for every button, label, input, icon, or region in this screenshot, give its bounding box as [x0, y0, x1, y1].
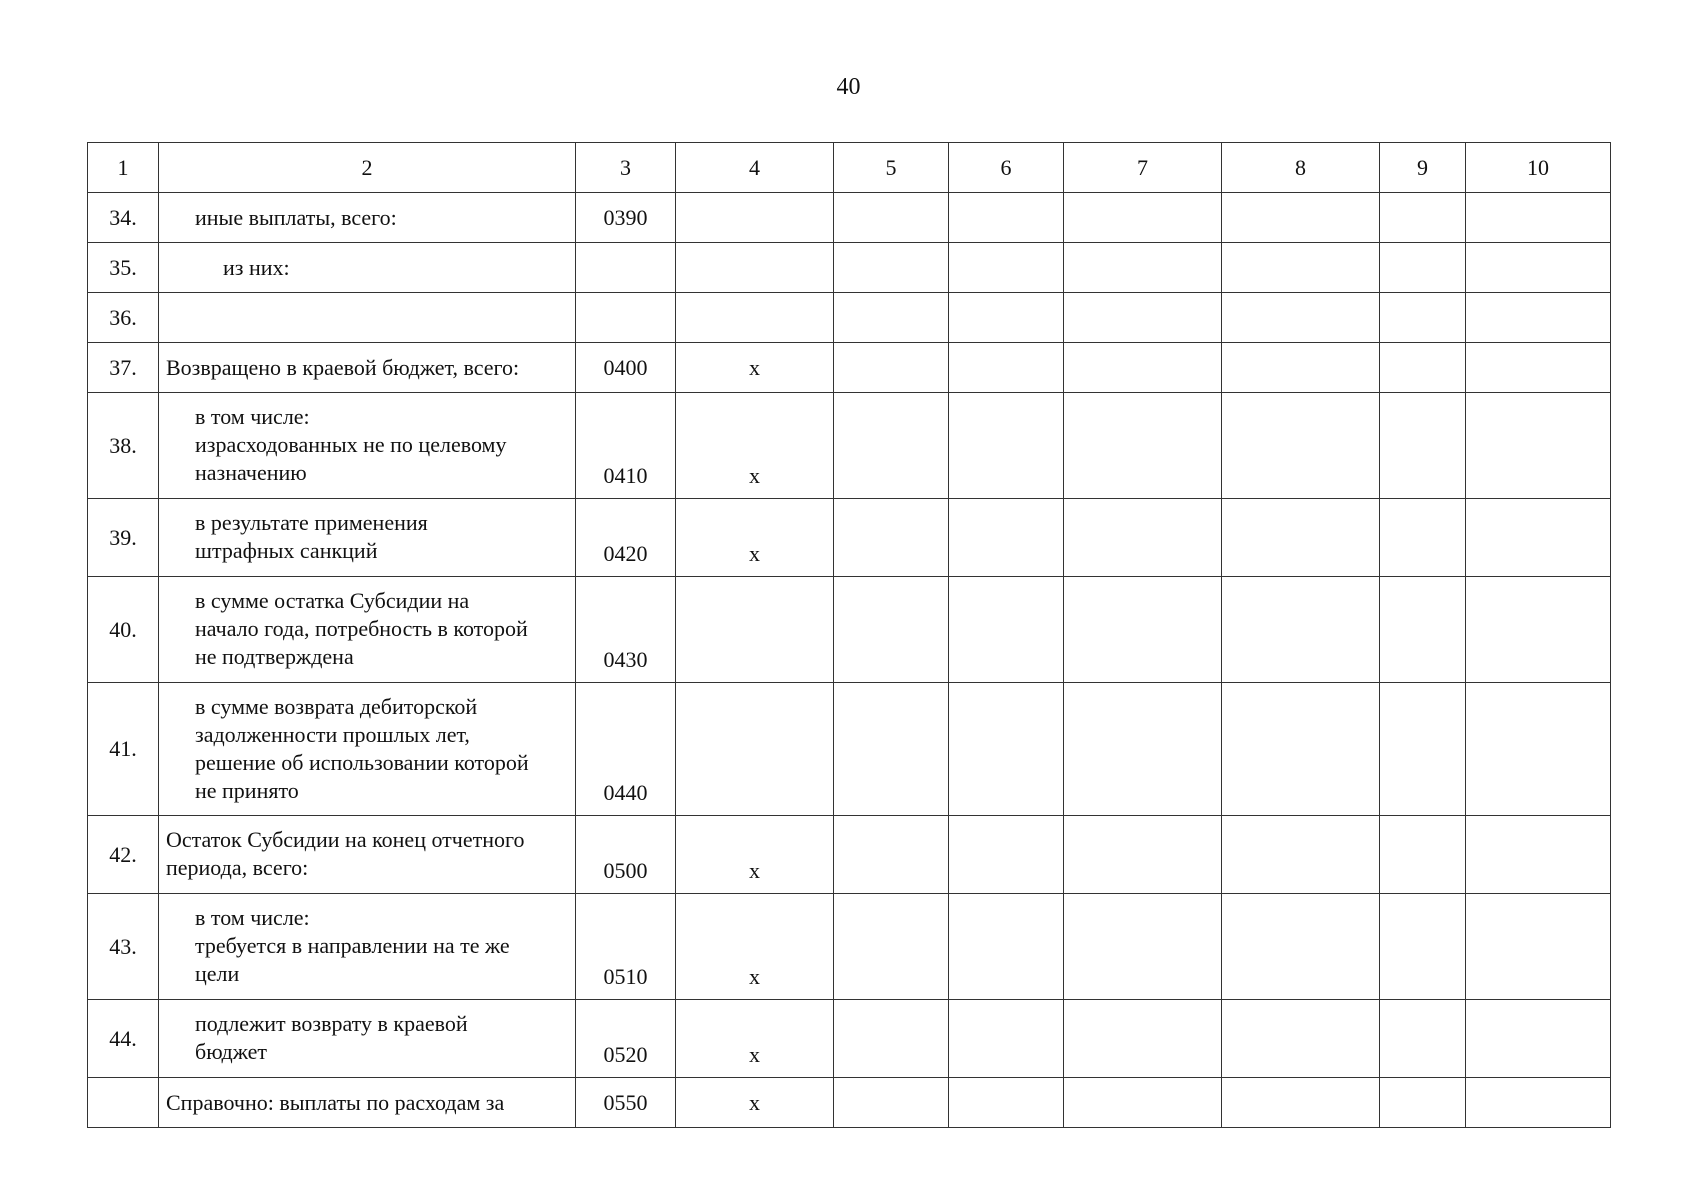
- empty-cell: [1466, 816, 1611, 894]
- empty-cell: [1064, 1078, 1222, 1128]
- row-code: 0410: [576, 393, 676, 499]
- row-col4: [676, 293, 834, 343]
- row-number: 42.: [88, 816, 159, 894]
- empty-cell: [834, 1000, 949, 1078]
- empty-cell: [1222, 393, 1380, 499]
- empty-cell: [1380, 193, 1466, 243]
- indicator-text: требуется в направлении на те же: [195, 933, 510, 958]
- row-code: 0500: [576, 816, 676, 894]
- row-indicator: [159, 816, 576, 894]
- row-code: [576, 243, 676, 293]
- row-indicator: [159, 393, 576, 499]
- empty-cell: [1222, 1078, 1380, 1128]
- table-row: [88, 193, 1611, 243]
- empty-cell: [1380, 393, 1466, 499]
- row-indicator: [159, 683, 576, 816]
- empty-cell: [1380, 293, 1466, 343]
- indicator-text: Остаток Субсидии на конец отчетного: [166, 827, 525, 852]
- empty-cell: [949, 243, 1064, 293]
- empty-cell: [834, 393, 949, 499]
- row-number: 39.: [88, 499, 159, 577]
- row-col4: [676, 243, 834, 293]
- indicator-text: в сумме возврата дебиторской: [195, 694, 478, 719]
- empty-cell: [834, 894, 949, 1000]
- column-header: 9: [1380, 143, 1466, 193]
- column-header: 1: [88, 143, 159, 193]
- table-row: [88, 243, 1611, 293]
- report-table: [87, 142, 1611, 1128]
- empty-cell: [834, 499, 949, 577]
- table-row: [88, 816, 1611, 894]
- row-indicator: [159, 243, 576, 293]
- row-number: 44.: [88, 1000, 159, 1078]
- indicator-text: бюджет: [195, 1039, 267, 1064]
- empty-cell: [1222, 193, 1380, 243]
- empty-cell: [1380, 1000, 1466, 1078]
- empty-cell: [1222, 894, 1380, 1000]
- empty-cell: [834, 243, 949, 293]
- indicator-text: решение об использовании которой: [195, 750, 529, 775]
- table-row: [88, 683, 1611, 816]
- empty-cell: [1064, 683, 1222, 816]
- empty-cell: [834, 577, 949, 683]
- table-row: [88, 499, 1611, 577]
- empty-cell: [1064, 293, 1222, 343]
- column-number-row: [88, 143, 1611, 193]
- empty-cell: [834, 816, 949, 894]
- row-code: 0400: [576, 343, 676, 393]
- empty-cell: [1064, 577, 1222, 683]
- row-col4: x: [676, 393, 834, 499]
- empty-cell: [1222, 683, 1380, 816]
- empty-cell: [1064, 343, 1222, 393]
- row-number: 34.: [88, 193, 159, 243]
- column-header: 10: [1466, 143, 1611, 193]
- row-col4: [676, 193, 834, 243]
- row-col4: [676, 683, 834, 816]
- indicator-text: цели: [195, 961, 240, 986]
- empty-cell: [834, 193, 949, 243]
- row-code: 0440: [576, 683, 676, 816]
- row-col4: x: [676, 1000, 834, 1078]
- row-code: [576, 293, 676, 343]
- empty-cell: [1466, 193, 1611, 243]
- empty-cell: [1466, 293, 1611, 343]
- empty-cell: [949, 499, 1064, 577]
- table-row: [88, 343, 1611, 393]
- empty-cell: [1380, 894, 1466, 1000]
- empty-cell: [834, 343, 949, 393]
- row-indicator: [159, 894, 576, 1000]
- empty-cell: [949, 343, 1064, 393]
- indicator-text: Возвращено в краевой бюджет, всего:: [166, 354, 520, 380]
- empty-cell: [1222, 1000, 1380, 1078]
- empty-cell: [1466, 577, 1611, 683]
- empty-cell: [1466, 343, 1611, 393]
- indicator-text: не принято: [195, 778, 299, 803]
- table-row: [88, 1078, 1611, 1128]
- row-code: 0520: [576, 1000, 676, 1078]
- row-indicator: [159, 1000, 576, 1078]
- row-number: 37.: [88, 343, 159, 393]
- empty-cell: [1380, 499, 1466, 577]
- indicator-text: Справочно: выплаты по расходам за: [166, 1089, 505, 1115]
- empty-cell: [1222, 243, 1380, 293]
- empty-cell: [1380, 1078, 1466, 1128]
- row-col4: x: [676, 816, 834, 894]
- empty-cell: [1064, 243, 1222, 293]
- indicator-text: иные выплаты, всего:: [195, 204, 397, 230]
- empty-cell: [1380, 683, 1466, 816]
- row-code: 0510: [576, 894, 676, 1000]
- empty-cell: [1466, 1000, 1611, 1078]
- indicator-text: периода, всего:: [166, 855, 309, 880]
- empty-cell: [1380, 816, 1466, 894]
- row-indicator: [159, 293, 576, 343]
- row-number: 35.: [88, 243, 159, 293]
- empty-cell: [949, 393, 1064, 499]
- indicator-text: в сумме остатка Субсидии на: [195, 588, 470, 613]
- indicator-text: назначению: [195, 460, 307, 485]
- empty-cell: [949, 1078, 1064, 1128]
- row-code: 0430: [576, 577, 676, 683]
- empty-cell: [1064, 499, 1222, 577]
- row-number: 36.: [88, 293, 159, 343]
- empty-cell: [1222, 577, 1380, 683]
- empty-cell: [1064, 393, 1222, 499]
- empty-cell: [1222, 343, 1380, 393]
- row-col4: x: [676, 499, 834, 577]
- empty-cell: [1064, 1000, 1222, 1078]
- empty-cell: [1380, 243, 1466, 293]
- row-code: 0550: [576, 1078, 676, 1128]
- table-row: [88, 577, 1611, 683]
- empty-cell: [1466, 243, 1611, 293]
- indicator-text: в том числе:: [195, 404, 310, 429]
- empty-cell: [1466, 499, 1611, 577]
- indicator-text: начало года, потребность в которой: [195, 616, 528, 641]
- column-header: 4: [676, 143, 834, 193]
- table-row: [88, 894, 1611, 1000]
- indicator-text: в том числе:: [195, 905, 310, 930]
- row-indicator: [159, 1078, 576, 1128]
- page-number: 40: [836, 74, 861, 100]
- empty-cell: [949, 193, 1064, 243]
- row-indicator: [159, 343, 576, 393]
- row-col4: x: [676, 1078, 834, 1128]
- indicator-text: в результате применения: [195, 510, 428, 535]
- column-header: 2: [159, 143, 576, 193]
- empty-cell: [834, 1078, 949, 1128]
- row-number: 43.: [88, 894, 159, 1000]
- empty-cell: [1380, 577, 1466, 683]
- row-number: 38.: [88, 393, 159, 499]
- row-code: 0390: [576, 193, 676, 243]
- empty-cell: [949, 1000, 1064, 1078]
- empty-cell: [1466, 894, 1611, 1000]
- empty-cell: [1064, 816, 1222, 894]
- indicator-text: штрафных санкций: [195, 538, 378, 563]
- row-indicator: [159, 193, 576, 243]
- row-indicator: [159, 499, 576, 577]
- row-number: 40.: [88, 577, 159, 683]
- row-col4: x: [676, 343, 834, 393]
- table-row: [88, 1000, 1611, 1078]
- row-col4: [676, 577, 834, 683]
- row-number: 41.: [88, 683, 159, 816]
- empty-cell: [949, 683, 1064, 816]
- indicator-text: задолженности прошлых лет,: [195, 722, 470, 747]
- indicator-text: из них:: [223, 254, 290, 280]
- empty-cell: [1222, 816, 1380, 894]
- row-number: [88, 1078, 159, 1128]
- empty-cell: [949, 816, 1064, 894]
- column-header: 7: [1064, 143, 1222, 193]
- empty-cell: [949, 577, 1064, 683]
- empty-cell: [1466, 393, 1611, 499]
- empty-cell: [834, 293, 949, 343]
- empty-cell: [1222, 293, 1380, 343]
- empty-cell: [1466, 683, 1611, 816]
- column-header: 5: [834, 143, 949, 193]
- empty-cell: [1380, 343, 1466, 393]
- empty-cell: [949, 894, 1064, 1000]
- indicator-text: не подтверждена: [195, 644, 354, 669]
- indicator-text: израсходованных не по целевому: [195, 432, 507, 457]
- row-code: 0420: [576, 499, 676, 577]
- column-header: 8: [1222, 143, 1380, 193]
- empty-cell: [1222, 499, 1380, 577]
- empty-cell: [1064, 193, 1222, 243]
- empty-cell: [1064, 894, 1222, 1000]
- row-indicator: [159, 577, 576, 683]
- row-col4: x: [676, 894, 834, 1000]
- column-header: 6: [949, 143, 1064, 193]
- empty-cell: [834, 683, 949, 816]
- indicator-text: подлежит возврату в краевой: [195, 1011, 468, 1036]
- empty-cell: [949, 293, 1064, 343]
- empty-cell: [1466, 1078, 1611, 1128]
- table-row: [88, 393, 1611, 499]
- column-header: 3: [576, 143, 676, 193]
- table-row: [88, 293, 1611, 343]
